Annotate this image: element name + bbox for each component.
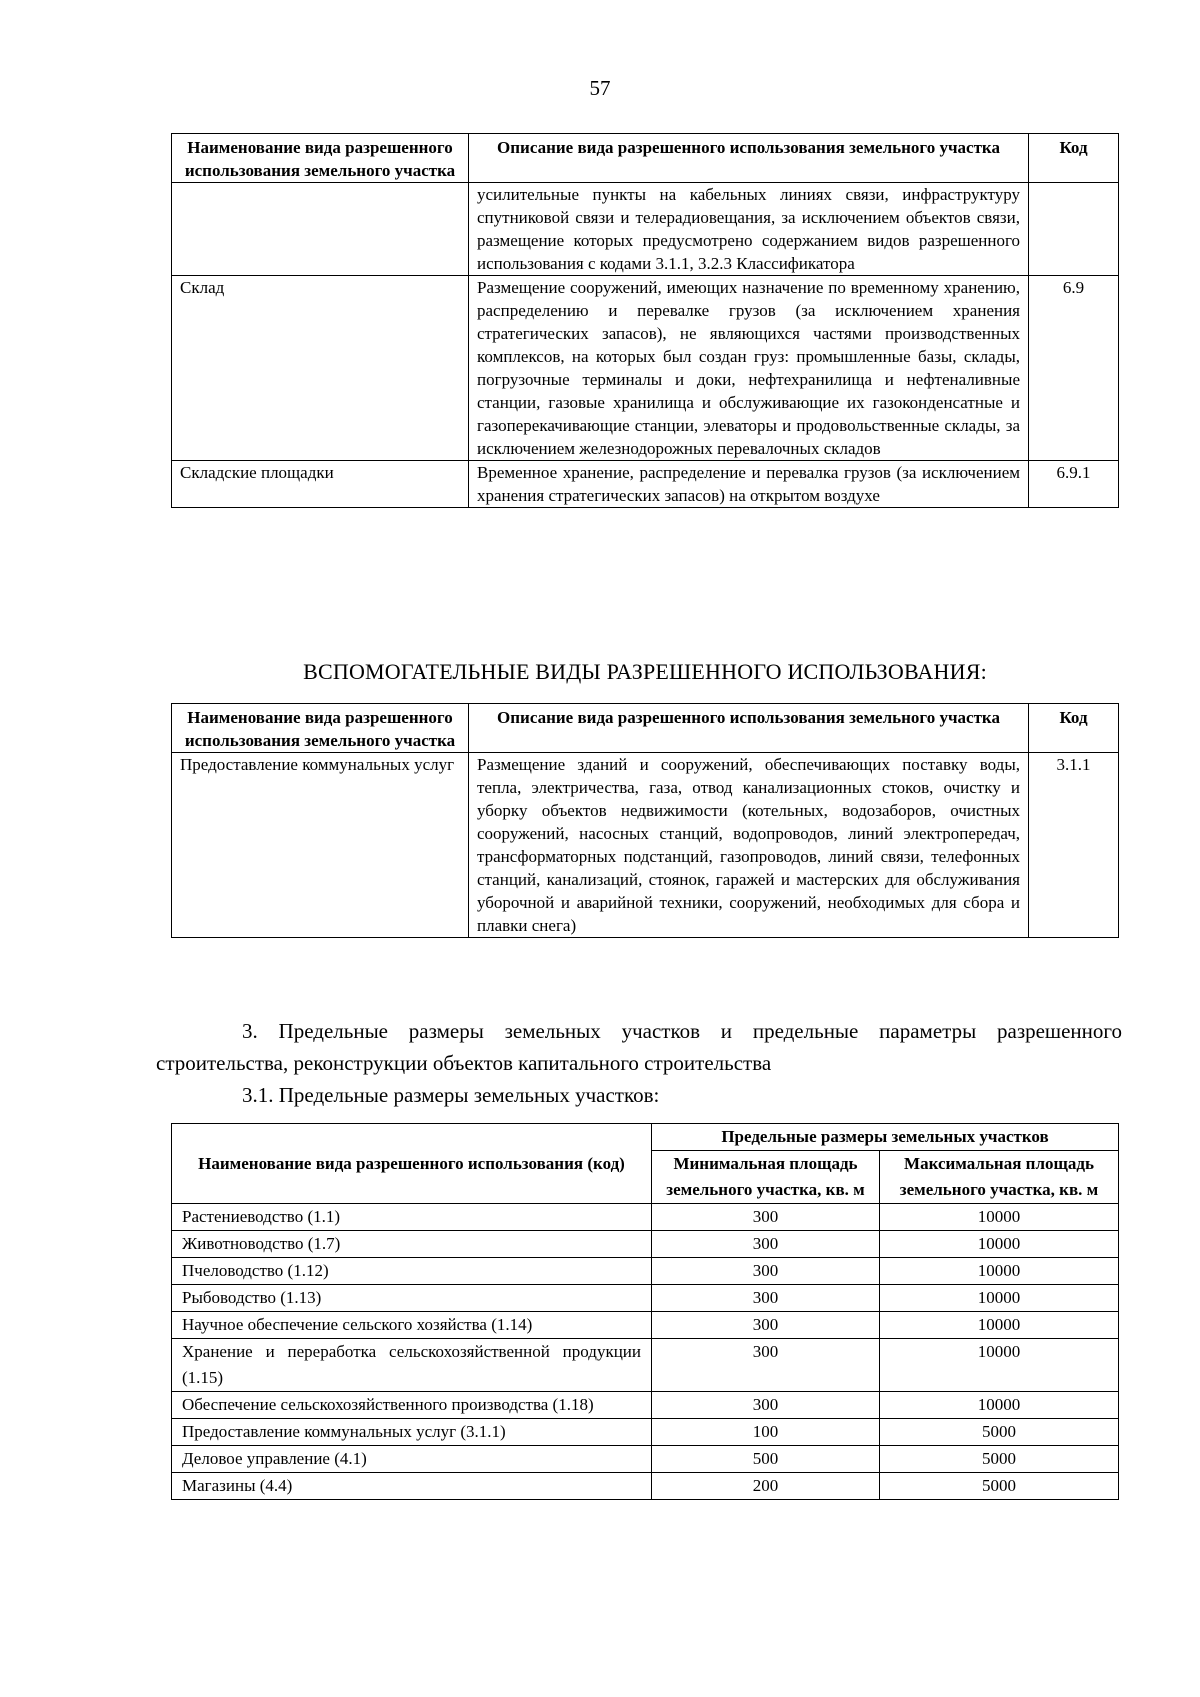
use-name: Пчеловодство (1.12) — [172, 1258, 652, 1285]
row-name: Складские площадки — [172, 461, 469, 508]
table-row — [172, 1392, 1119, 1419]
row-code — [1029, 183, 1119, 276]
row-code: 6.9.1 — [1029, 461, 1119, 508]
max-area: 10000 — [880, 1339, 1119, 1392]
min-area: 300 — [652, 1339, 880, 1392]
row-description: усилительные пункты на кабельных линиях связи, инфраструктуру спутниковой связи и телерадиовещания, за исключением объектов связи, размещение которых предусмотрено содержанием видов разрешенного использования с кодами 3.1.1, 3.2.3 Классификатора — [469, 183, 1029, 276]
header-max-area: Максимальная площадь земельного участка, кв. м — [880, 1151, 1119, 1204]
max-area: 10000 — [880, 1231, 1119, 1258]
max-area: 5000 — [880, 1473, 1119, 1500]
table-row — [172, 1312, 1119, 1339]
row-name: Склад — [172, 276, 469, 461]
table-row — [172, 753, 1119, 938]
table-row — [172, 1231, 1119, 1258]
row-description: Размещение зданий и сооружений, обеспечивающих поставку воды, тепла, электричества, газа, отвод канализационных стоков, очистку и уборку объектов недвижимости (котельных, водозаборов, очистных сооружений, насосных станций, водопроводов, линий электропередач, трансформаторных подстанций, газопроводов, линий связи, телефонных станций, канализаций, стоянок, гаражей и мастерских для обслуживания уборочной и аварийной техники, сооружений, необходимых для сбора и плавки снега) — [469, 753, 1029, 938]
use-name: Животноводство (1.7) — [172, 1231, 652, 1258]
row-description: Временное хранение, распределение и перевалка грузов (за исключением хранения стратегических запасов) на открытом воздухе — [469, 461, 1029, 508]
table-row — [172, 1419, 1119, 1446]
header-min-area: Минимальная площадь земельного участка, кв. м — [652, 1151, 880, 1204]
table-row — [172, 1339, 1119, 1392]
header-code: Код — [1029, 704, 1119, 753]
use-name: Рыбоводство (1.13) — [172, 1285, 652, 1312]
auxiliary-heading: ВСПОМОГАТЕЛЬНЫЕ ВИДЫ РАЗРЕШЕННОГО ИСПОЛЬЗОВАНИЯ: — [303, 659, 987, 684]
table-row — [172, 1285, 1119, 1312]
min-area: 300 — [652, 1258, 880, 1285]
min-area: 300 — [652, 1312, 880, 1339]
min-area: 500 — [652, 1446, 880, 1473]
page-number: 57 — [589, 76, 611, 100]
use-name: Деловое управление (4.1) — [172, 1446, 652, 1473]
table-header-row — [172, 1124, 1119, 1151]
row-name: Предоставление коммунальных услуг — [172, 753, 469, 938]
header-description: Описание вида разрешенного использования земельного участка — [469, 704, 1029, 753]
max-area: 10000 — [880, 1258, 1119, 1285]
row-code: 3.1.1 — [1029, 753, 1119, 938]
use-name: Научное обеспечение сельского хозяйства (1.14) — [172, 1312, 652, 1339]
table-row — [172, 1258, 1119, 1285]
use-name: Предоставление коммунальных услуг (3.1.1) — [172, 1419, 652, 1446]
min-area: 300 — [652, 1204, 880, 1231]
table-row — [172, 1473, 1119, 1500]
min-area: 300 — [652, 1392, 880, 1419]
table-row — [172, 183, 1119, 276]
max-area: 5000 — [880, 1419, 1119, 1446]
use-name: Обеспечение сельскохозяйственного производства (1.18) — [172, 1392, 652, 1419]
min-area: 300 — [652, 1285, 880, 1312]
auxiliary-use-table — [171, 703, 1119, 938]
max-area: 10000 — [880, 1204, 1119, 1231]
max-area: 10000 — [880, 1312, 1119, 1339]
header-use-name: Наименование вида разрешенного использования (код) — [172, 1124, 652, 1204]
header-name: Наименование вида разрешенного использования земельного участка — [172, 134, 469, 183]
section-3-paragraph: 3. Предельные размеры земельных участков и предельные параметры разрешенного строительства, реконструкции объектов капитального строительства — [156, 1019, 1122, 1075]
min-area: 300 — [652, 1231, 880, 1258]
table-row — [172, 276, 1119, 461]
table-header-row — [172, 134, 1119, 183]
plot-size-table — [171, 1123, 1119, 1500]
min-area: 200 — [652, 1473, 880, 1500]
section-3-1-paragraph: 3.1. Предельные размеры земельных участков: — [242, 1083, 660, 1107]
use-name: Растениеводство (1.1) — [172, 1204, 652, 1231]
table-row — [172, 1204, 1119, 1231]
row-description: Размещение сооружений, имеющих назначение по временному хранению, распределению и перевалке грузов (за исключением хранения стратегических запасов), не являющихся частями производственных комплексов, на которых был создан груз: промышленные базы, склады, погрузочные терминалы и доки, нефтехранилища и нефтеналивные станции, газовые хранилища и обслуживающие их газоконденсатные и газоперекачивающие станции, элеваторы и продовольственные склады, за исключением железнодорожных перевалочных складов — [469, 276, 1029, 461]
table-row — [172, 1446, 1119, 1473]
use-name: Хранение и переработка сельскохозяйственной продукции (1.15) — [172, 1339, 652, 1392]
row-name — [172, 183, 469, 276]
max-area: 10000 — [880, 1285, 1119, 1312]
header-name: Наименование вида разрешенного использования земельного участка — [172, 704, 469, 753]
header-code: Код — [1029, 134, 1119, 183]
header-description: Описание вида разрешенного использования земельного участка — [469, 134, 1029, 183]
permitted-use-table — [171, 133, 1119, 508]
table-header-row — [172, 704, 1119, 753]
max-area: 5000 — [880, 1446, 1119, 1473]
use-name: Магазины (4.4) — [172, 1473, 652, 1500]
max-area: 10000 — [880, 1392, 1119, 1419]
min-area: 100 — [652, 1419, 880, 1446]
row-code: 6.9 — [1029, 276, 1119, 461]
table-row — [172, 461, 1119, 508]
header-size-group: Предельные размеры земельных участков — [652, 1124, 1119, 1151]
